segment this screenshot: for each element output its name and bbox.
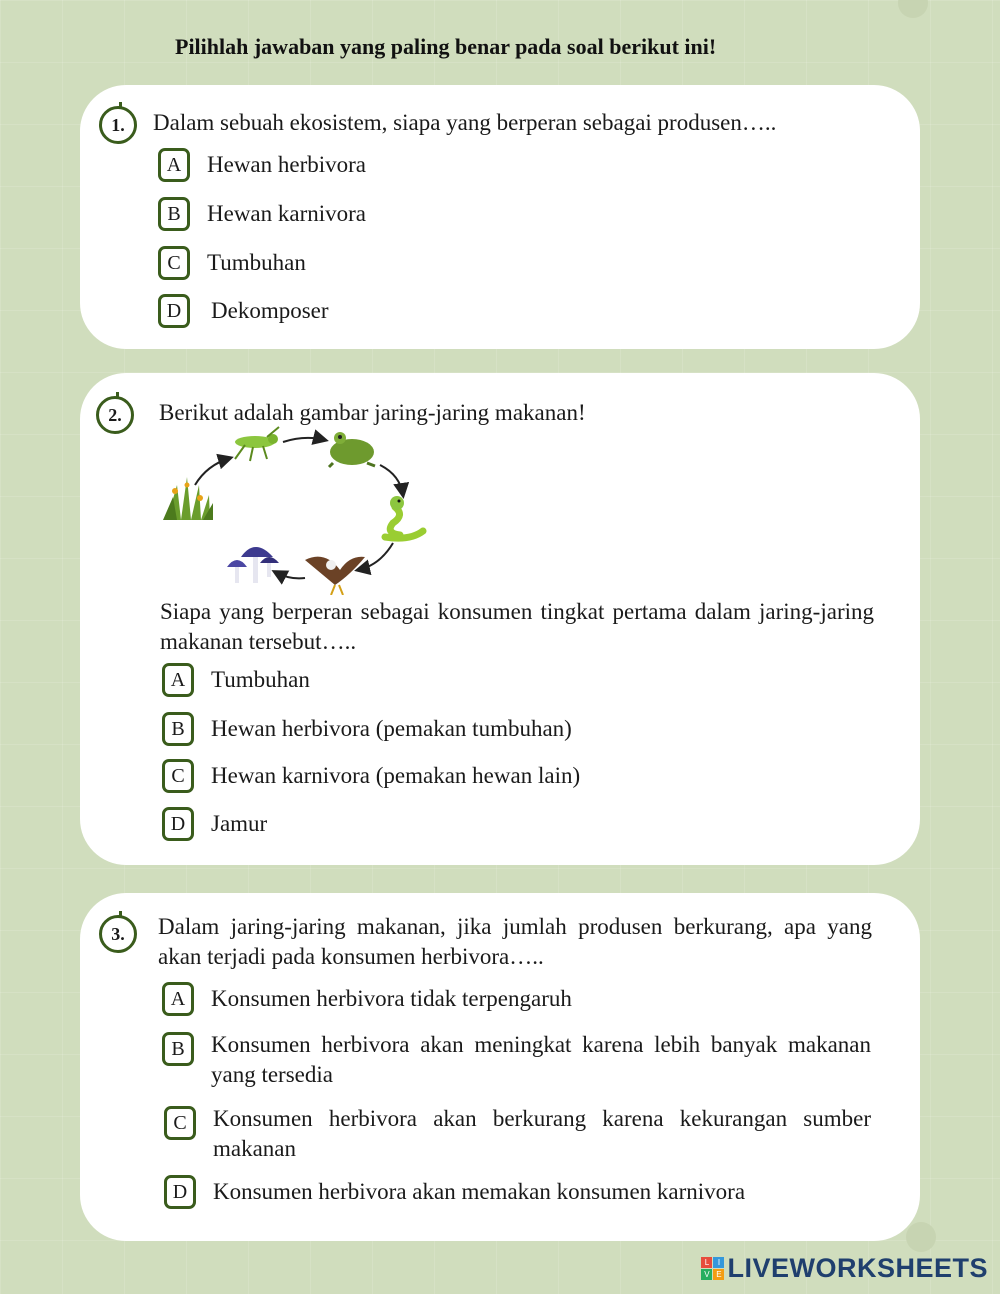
- option-letter: D: [162, 807, 194, 841]
- eagle-icon: [305, 557, 365, 595]
- option-letter: C: [162, 759, 194, 793]
- mushroom-icon: [227, 547, 279, 583]
- option-text: Jamur: [211, 811, 268, 836]
- arrow-icon: [358, 543, 393, 570]
- option-letter: C: [158, 246, 190, 280]
- arrow-icon: [380, 465, 403, 495]
- option-c[interactable]: [158, 246, 306, 280]
- option-b[interactable]: [162, 1030, 872, 1090]
- option-text: Hewan herbivora: [207, 152, 367, 177]
- option-b[interactable]: [158, 197, 366, 231]
- option-a[interactable]: [162, 663, 310, 697]
- logo-tile: E: [713, 1269, 724, 1280]
- question-intro: Berikut adalah gambar jaring-jaring makanan!: [159, 400, 586, 425]
- question-number-badge: 2.: [96, 396, 134, 434]
- question-number-badge: 3.: [99, 915, 137, 953]
- option-text: Dekomposer: [211, 298, 329, 323]
- option-letter: A: [162, 982, 194, 1016]
- option-letter: C: [164, 1106, 196, 1140]
- option-c[interactable]: [164, 1104, 872, 1164]
- option-text: Konsumen herbivora akan meningkat karena lebih banyak makanan yang tersedia: [211, 1032, 871, 1087]
- option-d[interactable]: [162, 807, 267, 841]
- option-text: Konsumen herbivora akan berkurang karena kekurangan sumber makanan: [213, 1106, 871, 1161]
- option-d[interactable]: [164, 1175, 745, 1209]
- option-a[interactable]: [162, 982, 572, 1016]
- question-text: Dalam sebuah ekosistem, siapa yang berperan sebagai produsen…..: [153, 110, 777, 135]
- grasshopper-icon: [235, 427, 279, 461]
- frog-icon: [329, 432, 375, 467]
- option-text: Tumbuhan: [207, 250, 306, 275]
- option-a[interactable]: [158, 148, 366, 182]
- liveworksheets-logo: [701, 1253, 988, 1284]
- logo-tile: V: [701, 1269, 712, 1280]
- option-letter: B: [158, 197, 190, 231]
- option-letter: B: [162, 712, 194, 746]
- food-web-illustration: [155, 425, 445, 595]
- option-text: Konsumen herbivora tidak terpengaruh: [211, 986, 572, 1011]
- arrow-icon: [195, 458, 230, 485]
- option-text: Hewan herbivora (pemakan tumbuhan): [211, 716, 572, 741]
- option-letter: D: [158, 294, 190, 328]
- decorative-dot: [898, 0, 928, 18]
- question-text: Siapa yang berperan sebagai konsumen tingkat pertama dalam jaring-jaring makanan tersebut…..: [160, 599, 874, 654]
- grass-icon: [163, 477, 213, 520]
- option-text: Hewan karnivora: [207, 201, 367, 226]
- question-number-badge: 1.: [99, 106, 137, 144]
- arrow-icon: [283, 438, 325, 442]
- snake-icon: [385, 496, 423, 538]
- question-text: Dalam jaring-jaring makanan, jika jumlah produsen berkurang, apa yang akan terjadi pada konsumen herbivora…..: [158, 914, 872, 969]
- option-d[interactable]: [158, 294, 329, 328]
- option-letter: A: [158, 148, 190, 182]
- option-letter: B: [162, 1032, 194, 1066]
- option-letter: A: [162, 663, 194, 697]
- option-b[interactable]: [162, 712, 572, 746]
- option-text: Hewan karnivora (pemakan hewan lain): [211, 763, 581, 788]
- option-letter: D: [164, 1175, 196, 1209]
- option-c[interactable]: [162, 759, 580, 793]
- brand-name: LIVEWORKSHEETS: [727, 1253, 988, 1283]
- instruction-heading: Pilihlah jawaban yang paling benar pada soal berikut ini!: [175, 34, 717, 59]
- arrow-icon: [275, 572, 305, 578]
- option-text: Konsumen herbivora akan memakan konsumen karnivora: [213, 1179, 746, 1204]
- logo-grid-icon: [701, 1257, 724, 1280]
- logo-tile: I: [713, 1257, 724, 1268]
- option-text: Tumbuhan: [211, 667, 310, 692]
- decorative-dot: [906, 1222, 936, 1252]
- logo-tile: L: [701, 1257, 712, 1268]
